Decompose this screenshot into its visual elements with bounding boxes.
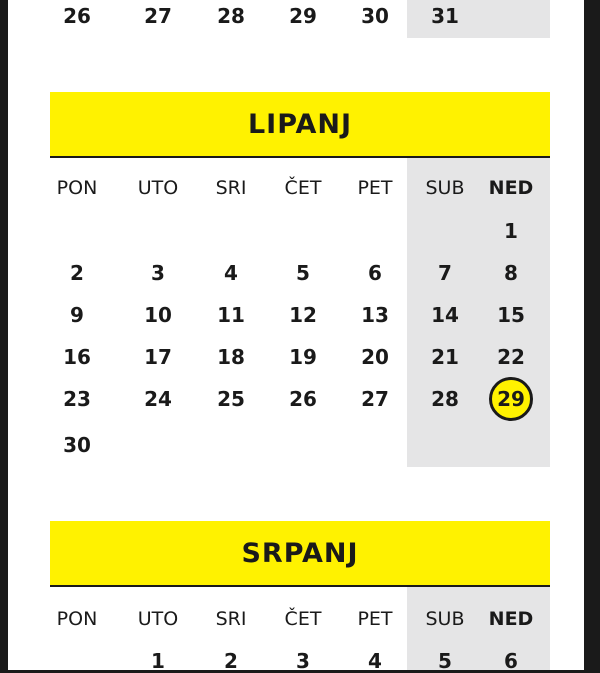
day-cell: 16 [63,345,91,369]
day-cell: 19 [289,345,317,369]
day-cell: 6 [368,261,382,285]
day-cell: 26 [289,387,317,411]
day-cell: 8 [504,261,518,285]
weekday-header: PET [357,177,393,199]
day-cell: 12 [289,303,317,327]
day-cell: 11 [217,303,245,327]
day-cell: 31 [431,4,459,28]
day-cell: 29 [289,4,317,28]
weekday-header: NED [488,608,534,630]
day-cell: 6 [504,649,518,673]
weekday-header: PON [56,608,98,630]
weekday-header: SRI [215,177,247,199]
day-cell: 14 [431,303,459,327]
day-cell: 21 [431,345,459,369]
day-cell: 1 [504,219,518,243]
day-cell: 9 [70,303,84,327]
day-cell: 30 [63,433,91,457]
weekday-header: NED [488,177,534,199]
month-july [50,521,550,673]
day-cell: 5 [438,649,452,673]
day-cell: 10 [144,303,172,327]
weekday-header: SRI [215,608,247,630]
weekday-header: UTO [137,608,179,630]
month-title-banner [50,521,550,587]
day-cell: 27 [361,387,389,411]
day-cell: 29 [497,387,525,411]
day-cell: 2 [224,649,238,673]
day-cell: 4 [368,649,382,673]
day-cell: 25 [217,387,245,411]
day-cell: 28 [431,387,459,411]
day-cell: 27 [144,4,172,28]
weekday-header: ČET [284,608,322,630]
day-cell: 3 [151,261,165,285]
day-cell: 7 [438,261,452,285]
day-cell: 3 [296,649,310,673]
weekday-header: UTO [137,177,179,199]
day-cell: 26 [63,4,91,28]
day-cell: 15 [497,303,525,327]
day-cell: 4 [224,261,238,285]
weekday-header: SUB [425,608,465,630]
month-title: LIPANJ [247,108,353,140]
day-cell: 17 [144,345,172,369]
month-title: SRPANJ [241,537,359,569]
day-cell: 20 [361,345,389,369]
day-cell: 2 [70,261,84,285]
day-cell: 30 [361,4,389,28]
day-cell: 1 [151,649,165,673]
weekday-header: SUB [425,177,465,199]
weekday-header: ČET [284,177,322,199]
day-cell: 5 [296,261,310,285]
weekday-header: PET [357,608,393,630]
day-cell: 13 [361,303,389,327]
day-cell: 28 [217,4,245,28]
day-cell: 18 [217,345,245,369]
day-cell: 23 [63,387,91,411]
day-cell: 22 [497,345,525,369]
weekday-header: PON [56,177,98,199]
month-june [50,92,550,467]
month-title-banner [50,92,550,158]
may-tail [50,0,550,38]
day-cell: 24 [144,387,172,411]
